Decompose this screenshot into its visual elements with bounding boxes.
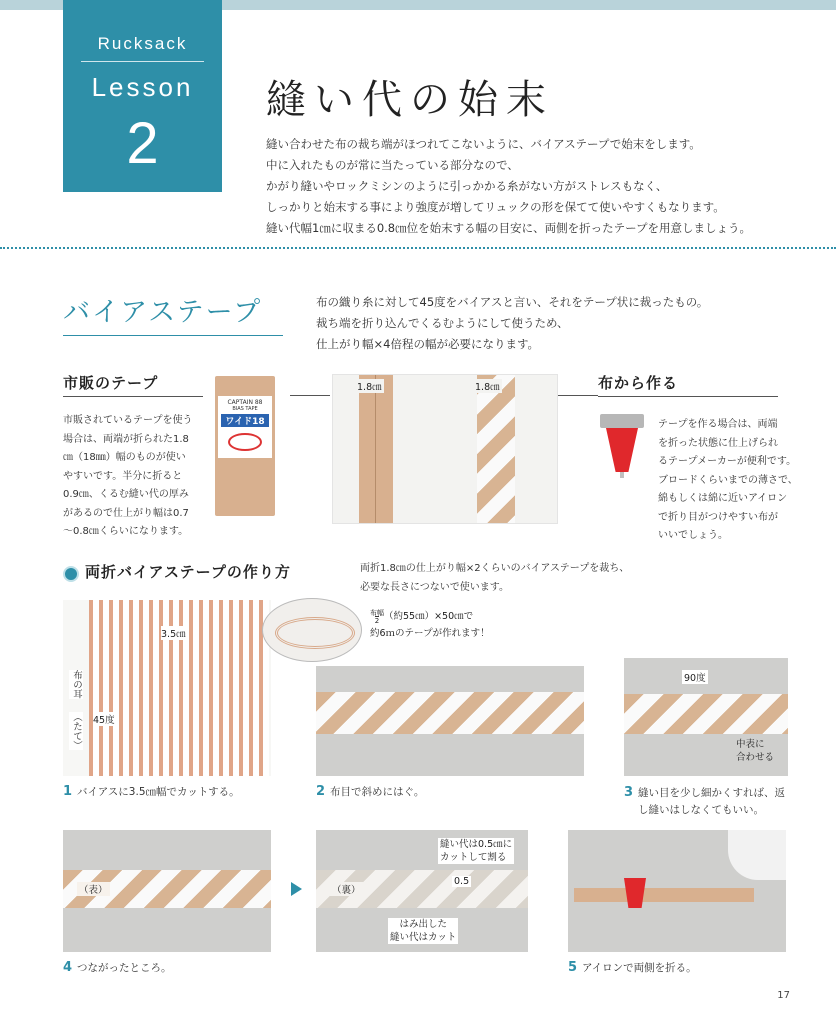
iron-image	[728, 830, 786, 880]
tape-maker-image	[600, 414, 644, 478]
heading-rule-right	[598, 396, 778, 397]
commercial-tape-strip	[359, 375, 393, 523]
howto-intro: 両折1.8㎝の仕上がり幅×2くらいのバイアステープを裁ち、 必要な長さにつないで使います。	[360, 563, 630, 593]
arrow-icon	[291, 882, 302, 896]
tape-roll-image	[262, 598, 362, 662]
intro-text: 縫い合わせた布の裁ち端がほつれてこないように、バイアステープで始末をします。 中に入れたものが常に当たっている部分なので、 かがり縫いやロックミシンのように引っかかる糸がない方がストレスもなく、 しっかりと始末する事により強度が増してリュックの形を保てて使いやすくもなります。 縫い代幅1㎝に収まる0.8㎝位を始末する幅の目安に、両側を折ったテープを用意しましょう。	[266, 137, 752, 235]
tape-package-image	[215, 376, 275, 516]
label-front: （表）	[77, 882, 110, 896]
label-trim: 縫い代は0.5㎝に カットして割る	[440, 839, 513, 863]
step4-back-image	[316, 830, 528, 952]
series-label: Rucksack	[97, 34, 188, 53]
connector-right	[558, 395, 598, 396]
label-align: 中表に 合わせる	[736, 739, 775, 763]
bullet-icon	[63, 566, 79, 582]
roll-note: 布幅 2 （約55㎝）×50㎝で 約6ｍのテープが作れます！	[370, 608, 490, 639]
lesson-badge	[63, 0, 222, 192]
step1-image	[63, 600, 271, 776]
label-width: 3.5㎝	[161, 626, 186, 640]
lesson-number: 2	[126, 111, 159, 176]
commercial-text: 市販されているテープを使う 場合は、両端が折られた1.8 ㎝（18㎜）幅のものが使い やすいです。半分に折ると 0.9㎝、くるむ縫い代の厚み があるので仕上がり幅は0.7 〜0.8㎝くらいになります。	[63, 415, 193, 537]
label-back: （裏）	[330, 882, 363, 896]
step2-caption: 2 布目で斜めにはぐ。	[316, 784, 425, 799]
label-selvage: 布の耳	[71, 670, 82, 699]
heading-commercial-tape: 市販のテープ	[63, 374, 159, 392]
label-45deg: 45度	[93, 712, 115, 726]
step4-front-image	[63, 830, 271, 952]
step4-caption: 4 つながったところ。	[63, 960, 172, 975]
width-label-right: 1.8㎝	[473, 379, 502, 393]
page-number: 17	[777, 990, 790, 1001]
step3-image	[624, 658, 788, 776]
heading-rule	[63, 396, 203, 397]
handmade-tape-strip	[477, 375, 515, 523]
connector-left	[290, 395, 330, 396]
section-divider	[0, 247, 836, 249]
bias-description: 布の織り糸に対して45度をバイアスと言い、それをテープ状に裁ったもの。 裁ち端を折り込んでくるむようにして使うため、 仕上がり幅×4倍程の幅が必要になります。	[316, 295, 709, 351]
lesson-label: Lesson	[91, 72, 194, 102]
step2-image	[316, 666, 584, 776]
section-title-bias: バイアステープ	[63, 297, 263, 328]
section-title-underline	[63, 335, 283, 336]
tape-maker-red	[624, 878, 646, 908]
badge-divider	[81, 61, 204, 62]
heading-howto: 両折バイアステープの作り方	[85, 563, 291, 581]
step1-caption: 1 バイアスに3.5㎝幅でカットする。	[63, 784, 240, 799]
step3-caption: 3 縫い目を少し細かくすれば、返 し縫いはしなくてもいい。	[624, 785, 786, 816]
label-90deg: 90度	[682, 670, 708, 684]
label-0-5: 0.5	[454, 876, 470, 887]
heading-from-fabric: 布から作る	[598, 374, 679, 392]
page-title: 縫い代の始末	[266, 77, 554, 123]
label-cut: はみ出した 縫い代はカット	[390, 919, 457, 943]
step5-image	[568, 830, 786, 952]
label-warp: （たて）	[71, 712, 82, 750]
fabric-made-text: テープを作る場合は、両端 を折った状態に仕上げられ るテープメーカーが便利です。 ブロードくらいまでの薄さで、 綿もしくは綿に近いアイロン で折り目がつけやすい布が いいでしょう。	[658, 419, 798, 541]
step5-caption: 5 アイロンで両側を折る。	[568, 960, 697, 975]
tape-comparison-photo	[332, 374, 558, 524]
width-label-left: 1.8㎝	[355, 379, 384, 393]
folded-tape	[574, 888, 754, 902]
overlapped-strips	[624, 694, 788, 734]
joined-strips	[316, 692, 584, 734]
package-label: CAPTAIN 88 BIAS TAPE ワイド18	[218, 396, 272, 458]
